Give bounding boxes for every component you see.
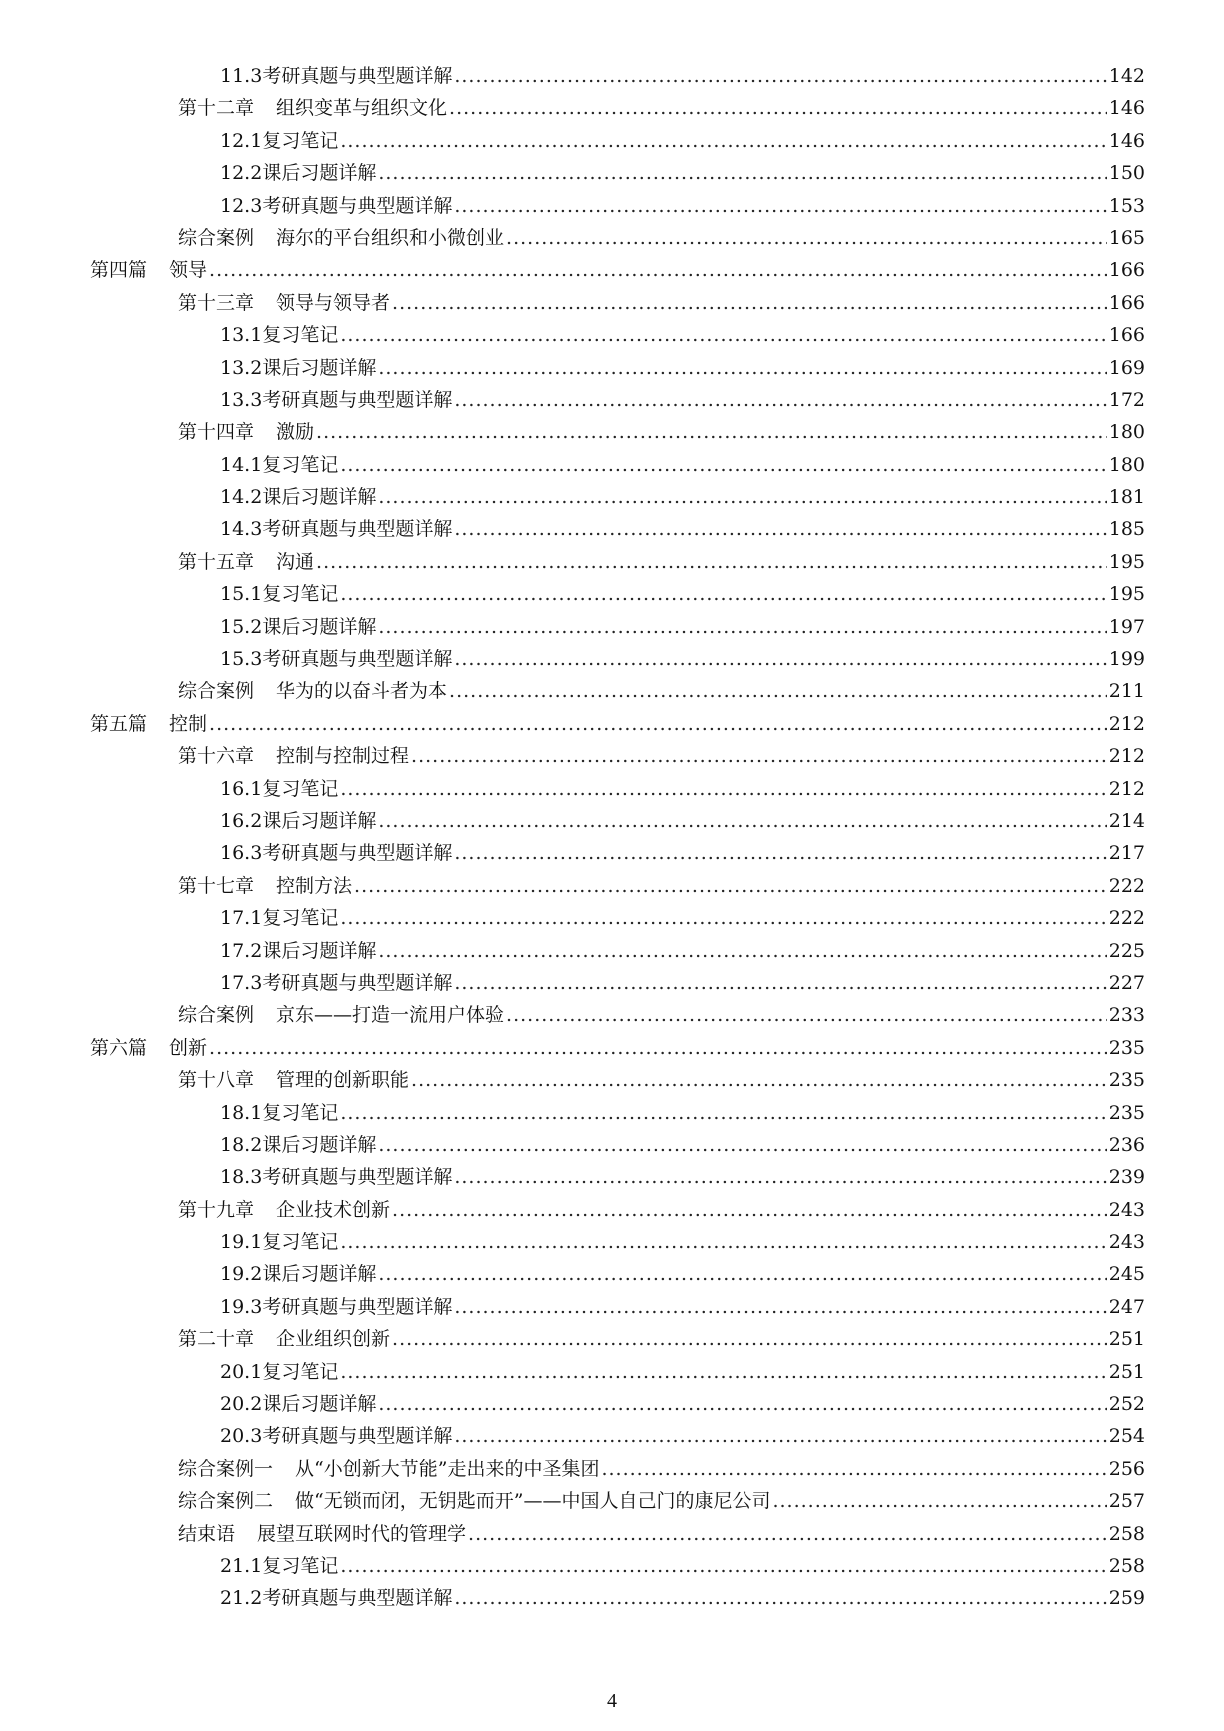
toc-entry-page: 256 (1108, 1457, 1145, 1480)
toc-entry-page: 146 (1108, 129, 1145, 152)
toc-entry-number: 14.3 (220, 518, 263, 541)
toc-leader-dots (209, 708, 1107, 740)
toc-entry-page: 181 (1108, 486, 1145, 509)
toc-entry-number: 结束语 (178, 1522, 236, 1545)
toc-entry-title: 考研真题与典型题详解 (262, 1425, 453, 1448)
toc-leader-dots (378, 1129, 1106, 1161)
toc-entry-number: 18.2 (220, 1133, 263, 1156)
toc-leader-dots (411, 1064, 1107, 1096)
toc-leader-dots (378, 481, 1106, 513)
toc-entry-number: 17.1 (220, 907, 263, 930)
toc-chapter-row[interactable] (90, 999, 1145, 1031)
toc-entry-title: 控制 (169, 712, 208, 735)
toc-leader-dots (378, 805, 1106, 837)
toc-entry-title: 考研真题与典型题详解 (262, 971, 453, 994)
toc-entry-page: 247 (1108, 1295, 1145, 1318)
toc-entry-title: 课后习题详解 (262, 1133, 377, 1156)
toc-chapter-row[interactable] (90, 675, 1145, 707)
toc-section-row[interactable] (90, 1582, 1145, 1614)
toc-entry-page: 165 (1108, 226, 1145, 249)
toc-entry-page: 185 (1108, 518, 1145, 541)
toc-entry-number: 第十四章 (178, 421, 255, 444)
toc-entry-page: 251 (1108, 1328, 1145, 1351)
toc-leader-dots (378, 935, 1106, 967)
toc-entry-number: 16.1 (220, 777, 263, 800)
toc-section-row[interactable] (90, 578, 1145, 610)
toc-chapter-row[interactable] (90, 546, 1145, 578)
toc-entry-page: 197 (1108, 615, 1145, 638)
toc-leader-dots (340, 1097, 1106, 1129)
toc-entry-title: 课后习题详解 (262, 939, 377, 962)
toc-entry-title: 课后习题详解 (262, 809, 377, 832)
toc-entry-title: 华为的以奋斗者为本 (276, 680, 448, 703)
toc-chapter-row[interactable] (90, 1453, 1145, 1485)
toc-entry-title: 课后习题详解 (262, 615, 377, 638)
toc-leader-dots (316, 416, 1107, 448)
toc-entry-title: 考研真题与典型题详解 (262, 194, 453, 217)
toc-part-row[interactable] (90, 1032, 1145, 1064)
toc-leader-dots (340, 449, 1106, 481)
toc-section-row[interactable] (90, 935, 1145, 967)
toc-entry-page: 142 (1108, 65, 1145, 87)
toc-leader-dots (378, 611, 1106, 643)
toc-entry-number: 综合案例一 (178, 1457, 274, 1480)
toc-entry-page: 146 (1108, 97, 1145, 120)
toc-entry-page: 166 (1108, 291, 1145, 314)
toc-entry-number: 第四篇 (90, 259, 148, 282)
toc-section-row[interactable] (90, 773, 1145, 805)
toc-leader-dots (340, 125, 1106, 157)
toc-leader-dots (340, 578, 1106, 610)
toc-entry-title: 课后习题详解 (262, 356, 377, 379)
toc-leader-dots (340, 773, 1106, 805)
toc-section-row[interactable] (90, 1550, 1145, 1582)
toc-entry-number: 21.1 (220, 1554, 263, 1577)
toc-leader-dots (454, 643, 1106, 675)
toc-entry-title: 考研真题与典型题详解 (262, 518, 453, 541)
toc-section-row[interactable] (90, 805, 1145, 837)
toc-entry-number: 13.1 (220, 324, 263, 347)
toc-entry-page: 235 (1108, 1069, 1145, 1092)
table-of-contents (90, 60, 1145, 1615)
toc-section-row[interactable] (90, 1291, 1145, 1323)
toc-entry-title: 考研真题与典型题详解 (262, 388, 453, 411)
toc-chapter-row[interactable] (90, 1518, 1145, 1550)
toc-entry-title: 复习笔记 (262, 907, 339, 930)
toc-entry-number: 11.3 (220, 65, 263, 87)
toc-leader-dots (601, 1453, 1106, 1485)
toc-section-row[interactable] (90, 60, 1145, 92)
toc-leader-dots (454, 1161, 1106, 1193)
toc-entry-title: 复习笔记 (262, 129, 339, 152)
toc-leader-dots (454, 1420, 1106, 1452)
toc-entry-title: 课后习题详解 (262, 1393, 377, 1416)
toc-entry-page: 259 (1108, 1587, 1145, 1610)
toc-leader-dots (506, 222, 1107, 254)
toc-chapter-row[interactable] (90, 222, 1145, 254)
toc-entry-title: 激励 (276, 421, 315, 444)
toc-entry-title: 复习笔记 (262, 777, 339, 800)
toc-leader-dots (454, 1291, 1106, 1323)
toc-entry-number: 13.3 (220, 388, 263, 411)
toc-entry-page: 243 (1108, 1198, 1145, 1221)
toc-entry-title: 从“小创新大节能”走出来的中圣集团 (295, 1457, 600, 1480)
toc-entry-number: 第十五章 (178, 550, 255, 573)
toc-entry-title: 考研真题与典型题详解 (262, 1295, 453, 1318)
toc-entry-title: 企业组织创新 (276, 1328, 391, 1351)
toc-entry-page: 199 (1108, 648, 1145, 671)
toc-entry-number: 17.2 (220, 939, 263, 962)
toc-entry-number: 第六篇 (90, 1036, 148, 1059)
toc-entry-title: 考研真题与典型题详解 (262, 65, 453, 87)
toc-entry-page: 214 (1108, 809, 1145, 832)
toc-entry-number: 12.3 (220, 194, 263, 217)
toc-section-row[interactable] (90, 837, 1145, 869)
toc-entry-number: 20.1 (220, 1360, 263, 1383)
toc-entry-number: 19.2 (220, 1263, 263, 1286)
toc-entry-page: 243 (1108, 1231, 1145, 1254)
toc-entry-page: 211 (1108, 680, 1145, 703)
toc-leader-dots (354, 870, 1107, 902)
toc-entry-page: 150 (1108, 162, 1145, 185)
toc-entry-number: 第二十章 (178, 1328, 255, 1351)
toc-section-row[interactable] (90, 1258, 1145, 1290)
toc-entry-title: 复习笔记 (262, 1360, 339, 1383)
toc-entry-number: 14.2 (220, 486, 263, 509)
toc-entry-title: 企业技术创新 (276, 1198, 391, 1221)
toc-section-row[interactable] (90, 125, 1145, 157)
toc-leader-dots (378, 157, 1106, 189)
toc-entry-number: 综合案例 (178, 680, 255, 703)
toc-section-row[interactable] (90, 1388, 1145, 1420)
toc-leader-dots (392, 287, 1107, 319)
toc-entry-page: 257 (1108, 1490, 1145, 1513)
toc-entry-title: 创新 (169, 1036, 208, 1059)
toc-leader-dots (454, 513, 1106, 545)
toc-leader-dots (454, 190, 1106, 222)
toc-entry-title: 复习笔记 (262, 324, 339, 347)
toc-entry-number: 第十七章 (178, 874, 255, 897)
toc-entry-number: 15.3 (220, 648, 263, 671)
toc-entry-page: 212 (1108, 777, 1145, 800)
toc-chapter-row[interactable] (90, 1064, 1145, 1096)
toc-entry-page: 195 (1108, 550, 1145, 573)
toc-leader-dots (454, 967, 1106, 999)
toc-entry-number: 综合案例二 (178, 1490, 274, 1513)
toc-leader-dots (506, 999, 1107, 1031)
toc-leader-dots (378, 1258, 1106, 1290)
toc-entry-page: 227 (1108, 971, 1145, 994)
toc-leader-dots (449, 675, 1107, 707)
toc-chapter-row[interactable] (90, 870, 1145, 902)
toc-entry-number: 16.2 (220, 809, 263, 832)
toc-chapter-row[interactable] (90, 92, 1145, 124)
toc-part-row[interactable] (90, 708, 1145, 740)
toc-leader-dots (316, 546, 1107, 578)
toc-entry-title: 控制方法 (276, 874, 353, 897)
toc-section-row[interactable] (90, 384, 1145, 416)
toc-entry-page: 212 (1108, 712, 1145, 735)
toc-entry-number: 第十六章 (178, 745, 255, 768)
toc-entry-number: 17.3 (220, 971, 263, 994)
toc-entry-title: 领导与领导者 (276, 291, 391, 314)
toc-section-row[interactable] (90, 1226, 1145, 1258)
toc-section-row[interactable] (90, 513, 1145, 545)
toc-entry-number: 19.3 (220, 1295, 263, 1318)
toc-entry-number: 第十二章 (178, 97, 255, 120)
toc-entry-title: 考研真题与典型题详解 (262, 648, 453, 671)
toc-entry-page: 258 (1108, 1522, 1145, 1545)
toc-entry-title: 领导 (169, 259, 208, 282)
toc-entry-title: 展望互联网时代的管理学 (257, 1522, 467, 1545)
toc-section-row[interactable] (90, 190, 1145, 222)
toc-leader-dots (340, 319, 1106, 351)
toc-leader-dots (454, 384, 1106, 416)
toc-entry-page: 233 (1108, 1004, 1145, 1027)
toc-entry-page: 258 (1108, 1554, 1145, 1577)
toc-chapter-row[interactable] (90, 1485, 1145, 1517)
toc-entry-page: 195 (1108, 583, 1145, 606)
toc-entry-title: 京东——打造一流用户体验 (276, 1004, 505, 1027)
toc-entry-number: 18.3 (220, 1166, 263, 1189)
toc-entry-title: 复习笔记 (262, 453, 339, 476)
toc-leader-dots (378, 352, 1106, 384)
toc-list (90, 60, 1145, 1615)
toc-entry-title: 复习笔记 (262, 1101, 339, 1124)
toc-chapter-row[interactable] (90, 1323, 1145, 1355)
page-number: 4 (607, 1690, 617, 1712)
toc-leader-dots (340, 902, 1106, 934)
toc-leader-dots (392, 1194, 1107, 1226)
toc-chapter-row[interactable] (90, 416, 1145, 448)
toc-leader-dots (340, 1356, 1106, 1388)
toc-leader-dots (454, 1582, 1106, 1614)
toc-section-row[interactable] (90, 157, 1145, 189)
toc-entry-page: 180 (1108, 421, 1145, 444)
toc-entry-page: 252 (1108, 1393, 1145, 1416)
toc-section-row[interactable] (90, 1356, 1145, 1388)
toc-section-row[interactable] (90, 1097, 1145, 1129)
toc-entry-title: 复习笔记 (262, 1554, 339, 1577)
toc-section-row[interactable] (90, 449, 1145, 481)
toc-chapter-row[interactable] (90, 287, 1145, 319)
toc-leader-dots (449, 92, 1107, 124)
toc-entry-title: 组织变革与组织文化 (276, 97, 448, 120)
toc-section-row[interactable] (90, 1161, 1145, 1193)
toc-leader-dots (468, 1518, 1107, 1550)
toc-entry-page: 235 (1108, 1101, 1145, 1124)
toc-entry-title: 管理的创新职能 (276, 1069, 410, 1092)
toc-section-row[interactable] (90, 481, 1145, 513)
toc-entry-number: 12.2 (220, 162, 263, 185)
toc-leader-dots (209, 254, 1107, 286)
toc-entry-page: 217 (1108, 842, 1145, 865)
toc-section-row[interactable] (90, 643, 1145, 675)
toc-entry-page: 251 (1108, 1360, 1145, 1383)
toc-entry-number: 第十九章 (178, 1198, 255, 1221)
toc-leader-dots (772, 1485, 1106, 1517)
toc-entry-number: 20.3 (220, 1425, 263, 1448)
toc-entry-title: 海尔的平台组织和小微创业 (276, 226, 505, 249)
toc-entry-title: 课后习题详解 (262, 1263, 377, 1286)
toc-entry-page: 235 (1108, 1036, 1145, 1059)
toc-entry-title: 控制与控制过程 (276, 745, 410, 768)
toc-entry-page: 153 (1108, 194, 1145, 217)
toc-entry-title: 复习笔记 (262, 583, 339, 606)
toc-entry-page: 245 (1108, 1263, 1145, 1286)
toc-entry-page: 254 (1108, 1425, 1145, 1448)
toc-chapter-row[interactable] (90, 1194, 1145, 1226)
toc-section-row[interactable] (90, 1129, 1145, 1161)
toc-entry-number: 12.1 (220, 129, 263, 152)
toc-leader-dots (454, 837, 1106, 869)
toc-entry-page: 212 (1108, 745, 1145, 768)
toc-entry-page: 222 (1108, 874, 1145, 897)
toc-entry-title: 做“无锁而闭，无钥匙而开”——中国人自己门的康尼公司 (295, 1490, 771, 1513)
toc-entry-number: 综合案例 (178, 226, 255, 249)
toc-leader-dots (340, 1226, 1106, 1258)
toc-entry-page: 166 (1108, 259, 1145, 282)
toc-entry-number: 第十八章 (178, 1069, 255, 1092)
toc-chapter-row[interactable] (90, 740, 1145, 772)
toc-entry-title: 考研真题与典型题详解 (262, 842, 453, 865)
toc-entry-number: 14.1 (220, 453, 263, 476)
toc-entry-page: 236 (1108, 1133, 1145, 1156)
toc-entry-number: 13.2 (220, 356, 263, 379)
toc-entry-title: 复习笔记 (262, 1231, 339, 1254)
toc-leader-dots (392, 1323, 1107, 1355)
toc-entry-title: 课后习题详解 (262, 162, 377, 185)
toc-leader-dots (411, 740, 1107, 772)
toc-section-row[interactable] (90, 611, 1145, 643)
toc-entry-number: 综合案例 (178, 1004, 255, 1027)
toc-entry-number: 15.2 (220, 615, 263, 638)
toc-leader-dots (378, 1388, 1106, 1420)
toc-entry-page: 225 (1108, 939, 1145, 962)
toc-entry-page: 239 (1108, 1166, 1145, 1189)
toc-entry-page: 169 (1108, 356, 1145, 379)
toc-leader-dots (209, 1032, 1107, 1064)
toc-entry-title: 沟通 (276, 550, 315, 573)
toc-leader-dots (340, 1550, 1106, 1582)
toc-entry-number: 19.1 (220, 1231, 263, 1254)
toc-section-row[interactable] (90, 902, 1145, 934)
toc-entry-page: 222 (1108, 907, 1145, 930)
toc-entry-number: 第五篇 (90, 712, 148, 735)
toc-entry-number: 20.2 (220, 1393, 263, 1416)
toc-entry-number: 21.2 (220, 1587, 263, 1610)
toc-entry-number: 16.3 (220, 842, 263, 865)
toc-section-row[interactable] (90, 1420, 1145, 1452)
toc-entry-title: 考研真题与典型题详解 (262, 1587, 453, 1610)
toc-part-row[interactable] (90, 254, 1145, 286)
toc-entry-page: 180 (1108, 453, 1145, 476)
toc-entry-number: 第十三章 (178, 291, 255, 314)
toc-entry-page: 166 (1108, 324, 1145, 347)
toc-entry-number: 15.1 (220, 583, 263, 606)
toc-entry-title: 课后习题详解 (262, 486, 377, 509)
toc-entry-title: 考研真题与典型题详解 (262, 1166, 453, 1189)
toc-entry-page: 172 (1108, 388, 1145, 411)
toc-section-row[interactable] (90, 319, 1145, 351)
toc-section-row[interactable] (90, 352, 1145, 384)
toc-section-row[interactable] (90, 967, 1145, 999)
toc-entry-number: 18.1 (220, 1101, 263, 1124)
toc-leader-dots (454, 60, 1106, 92)
